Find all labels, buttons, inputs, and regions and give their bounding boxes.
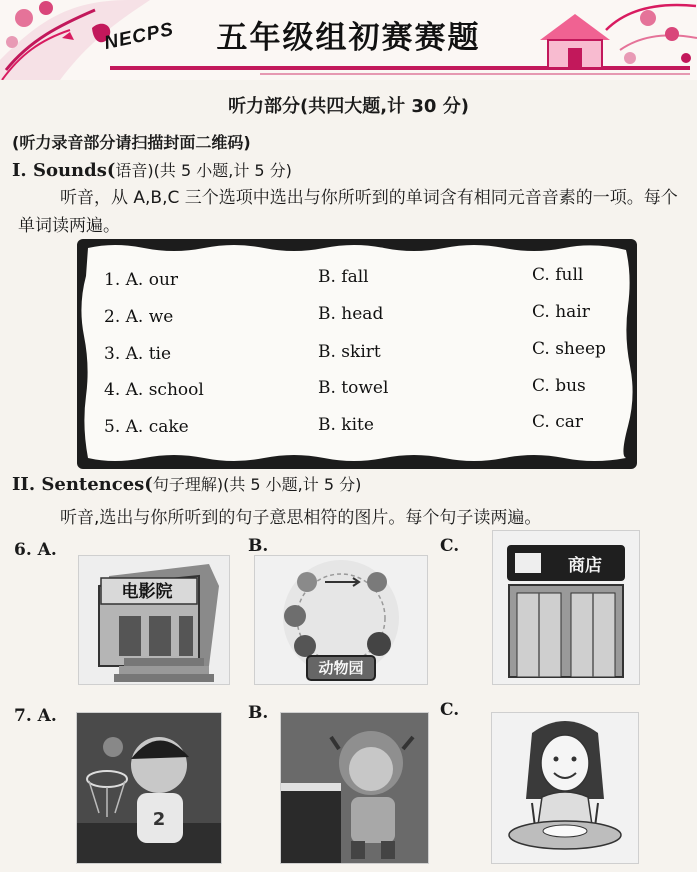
zoo-sign-text: 动物园 [318, 659, 364, 677]
zoo-picture[interactable] [254, 555, 428, 685]
question-2-option-b[interactable]: B. head [318, 304, 384, 324]
question-7-c-label: C. [440, 700, 460, 720]
exam-title: 五年级组初赛赛题 [216, 20, 481, 56]
part1-title-en: I. Sounds( [12, 160, 116, 181]
question-1-option-b[interactable]: B. fall [318, 267, 369, 287]
cinema-picture[interactable] [78, 555, 230, 685]
recording-note: (听力录音部分请扫描封面二维码) [12, 133, 251, 152]
question-3-option-c[interactable]: C. sheep [532, 339, 606, 359]
girl-piano-picture[interactable] [280, 712, 429, 864]
question-6-label: 6. A. [14, 540, 57, 560]
question-6-c-label: C. [440, 536, 460, 556]
question-1-option-a[interactable]: 1. A. our [104, 270, 179, 290]
question-3-option-b[interactable]: B. skirt [318, 342, 381, 362]
part1-instruction: 听音，从 A,B,C 三个选项中选出与你所听到的单词含有相同元音音素的一项。每个单词读两遍。 [18, 188, 678, 236]
question-5-option-c[interactable]: C. car [532, 412, 583, 432]
girl-eating-picture[interactable] [491, 712, 639, 864]
cinema-sign-text: 电影院 [121, 582, 173, 602]
question-5-option-a[interactable]: 5. A. cake [104, 417, 189, 437]
question-4-option-b[interactable]: B. towel [318, 378, 389, 398]
question-5-option-b[interactable]: B. kite [318, 415, 374, 435]
question-1-option-c[interactable]: C. full [532, 265, 584, 285]
part2-instruction: 听音,选出与你所听到的句子意思相符的图片。每个句子读两遍。 [60, 508, 542, 528]
section-heading: 听力部分(共四大题,计 30 分) [228, 96, 469, 117]
svg-text:2: 2 [152, 809, 166, 830]
part1-title [12, 158, 292, 181]
logo-text: NECPS [102, 18, 176, 55]
question-7-b-label: B. [248, 703, 269, 723]
part2-title-cn: 句子理解 [152, 475, 217, 494]
part1-title-tail: )(共 5 小题,计 5 分) [147, 161, 292, 180]
part2-title [12, 472, 361, 495]
question-4-option-a[interactable]: 4. A. school [104, 380, 204, 400]
shop-sign-text: 商店 [568, 556, 602, 576]
question-7-label: 7. A. [14, 706, 57, 726]
question-6-b-label: B. [248, 536, 269, 556]
question-2-option-c[interactable]: C. hair [532, 302, 590, 322]
question-2-option-a[interactable]: 2. A. we [104, 307, 174, 327]
part2-title-en: II. Sentences( [12, 474, 153, 495]
shop-picture[interactable] [492, 530, 640, 685]
boy-basketball-picture[interactable] [76, 712, 222, 864]
question-4-option-c[interactable]: C. bus [532, 376, 586, 396]
question-3-option-a[interactable]: 3. A. tie [104, 344, 172, 364]
part2-title-tail: )(共 5 小题,计 5 分) [216, 475, 362, 494]
part1-title-cn: 语音 [115, 161, 148, 180]
